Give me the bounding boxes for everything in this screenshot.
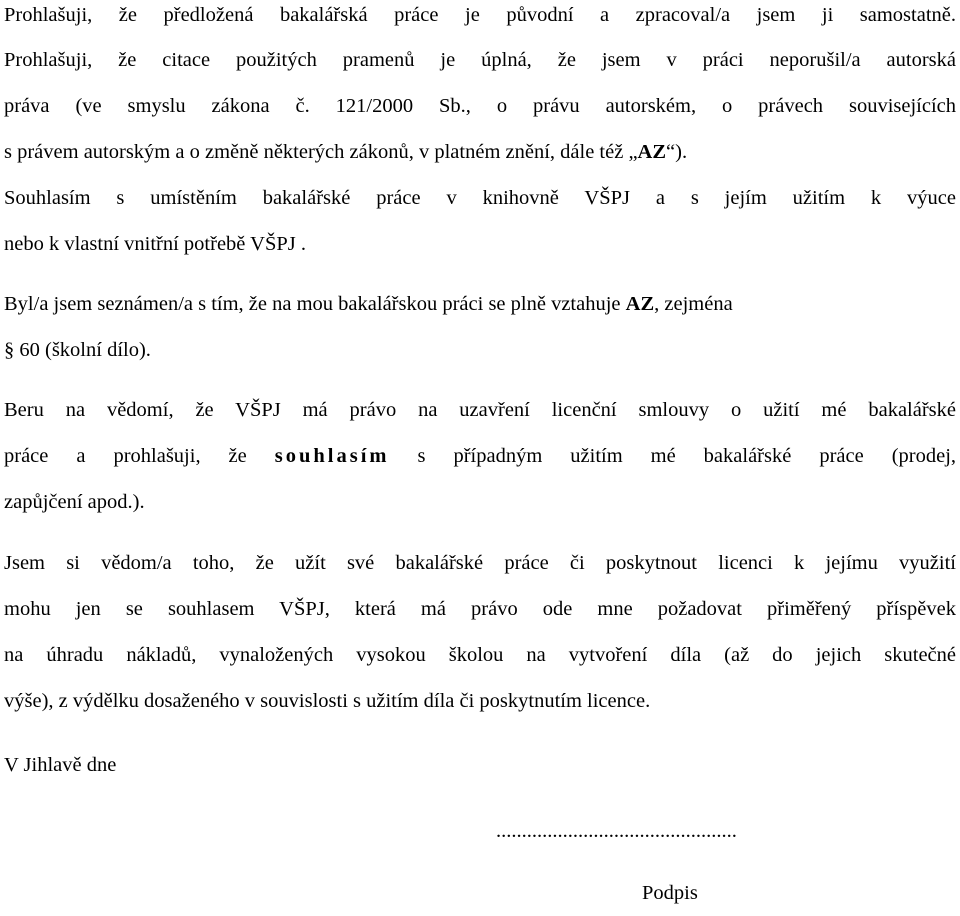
text-line: Souhlasím s umístěním bakalářské práce v knihovně VŠPJ a s jejím užitím k výuce xyxy=(4,187,956,209)
text-line: práva (ve smyslu zákona č. 121/2000 Sb., o právu autorském, o právech souvisejících xyxy=(4,95,956,117)
text-segment: s případným užitím mé bakalářské práce (prodej, xyxy=(417,445,956,467)
text-line xyxy=(4,281,956,327)
signature-label: Podpis xyxy=(642,882,698,904)
text-line: Prohlašuji, že citace použitých pramenů je úplná, že jsem v práci neporušil/a autorská xyxy=(4,49,956,71)
text-line: výše), z výdělku dosaženého v souvislosti s užitím díla či poskytnutím licence. xyxy=(4,690,651,712)
signature-line: ............................................... xyxy=(496,820,737,842)
bold-abbreviation: AZ xyxy=(625,293,655,315)
text-segment: práce a prohlašuji, že xyxy=(4,445,247,467)
text-segment: s právem autorským a o změně některých zákonů, v platném znění, dále též „ xyxy=(4,141,638,163)
consent-word: souhlasím xyxy=(274,445,390,467)
text-line: Beru na vědomí, že VŠPJ má právo na uzavření licenční smlouvy o užití mé bakalářské xyxy=(4,399,956,421)
text-segment: Byl/a jsem seznámen/a s tím, že na mou bakalářskou práci se plně vztahuje xyxy=(4,293,621,315)
bold-abbreviation: AZ xyxy=(637,141,667,163)
text-line: zapůjčení apod.). xyxy=(4,491,145,513)
text-line: § 60 (školní dílo). xyxy=(4,339,151,361)
text-line: na úhradu nákladů, vynaložených vysokou školou na vytvoření díla (až do jejich skutečné xyxy=(4,644,956,666)
text-line xyxy=(4,129,956,175)
text-line: Jsem si vědom/a toho, že užít své bakalářské práce či poskytnout licenci k jejímu využití xyxy=(4,552,956,574)
place-date: V Jihlavě dne xyxy=(4,754,117,776)
text-line xyxy=(4,433,956,479)
text-line: mohu jen se souhlasem VŠPJ, která má právo ode mne požadovat přiměřený příspěvek xyxy=(4,598,956,620)
text-segment: “). xyxy=(666,141,688,163)
text-segment: , zejména xyxy=(654,293,733,315)
text-line: nebo k vlastní vnitřní potřebě VŠPJ . xyxy=(4,233,306,255)
text-line: Prohlašuji, že předložená bakalářská práce je původní a zpracoval/a jsem ji samostatně. xyxy=(4,4,956,26)
